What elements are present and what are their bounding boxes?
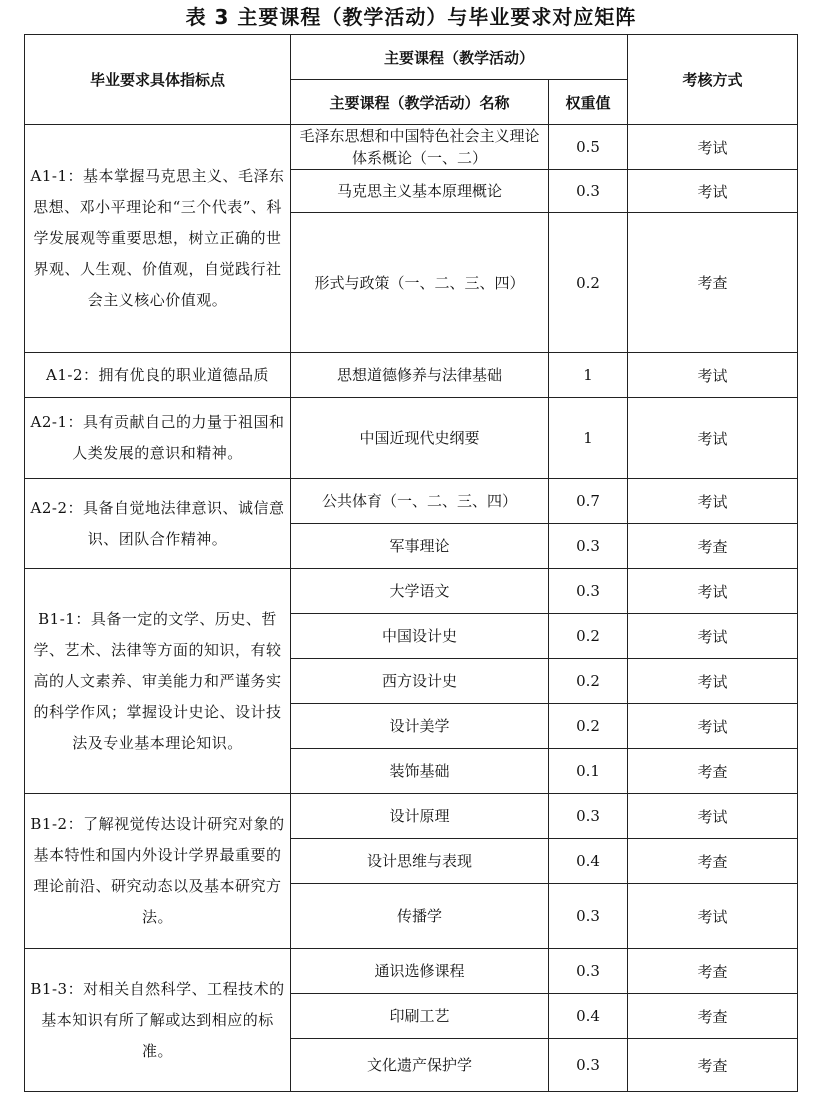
weight-cell: 0.3 [549, 170, 628, 213]
table-row [25, 794, 798, 839]
course-name-cell: 中国近现代史纲要 [291, 398, 549, 479]
assessment-cell: 考试 [628, 170, 798, 213]
table-row [25, 569, 798, 614]
assessment-cell: 考试 [628, 704, 798, 749]
weight-cell: 0.3 [549, 1039, 628, 1092]
assessment-cell: 考查 [628, 839, 798, 884]
course-name-cell: 文化遗产保护学 [291, 1039, 549, 1092]
course-name-cell: 印刷工艺 [291, 994, 549, 1039]
course-name-cell: 设计原理 [291, 794, 549, 839]
course-name-cell: 中国设计史 [291, 614, 549, 659]
assessment-cell: 考试 [628, 398, 798, 479]
weight-cell: 0.2 [549, 614, 628, 659]
assessment-cell: 考查 [628, 213, 798, 353]
requirements-matrix-table [24, 34, 798, 1092]
weight-cell: 0.3 [549, 794, 628, 839]
weight-cell: 0.3 [549, 524, 628, 569]
indicator-cell: A2-1：具有贡献自己的力量于祖国和人类发展的意识和精神。 [25, 398, 291, 479]
table-row [25, 125, 798, 170]
table-title: 表 3 主要课程（教学活动）与毕业要求对应矩阵 [185, 5, 637, 29]
weight-cell: 0.2 [549, 659, 628, 704]
indicator-cell: B1-2：了解视觉传达设计研究对象的基本特性和国内外设计学界最重要的理论前沿、研究动态以及基本研究方法。 [25, 794, 291, 949]
weight-cell: 0.2 [549, 704, 628, 749]
weight-cell: 0.4 [549, 839, 628, 884]
course-name-cell: 思想道德修养与法律基础 [291, 353, 549, 398]
header-course-name: 主要课程（教学活动）名称 [291, 80, 549, 125]
weight-cell: 0.4 [549, 994, 628, 1039]
indicator-cell: A1-2：拥有优良的职业道德品质 [25, 353, 291, 398]
table-row [25, 949, 798, 994]
course-name-cell: 传播学 [291, 884, 549, 949]
course-name-cell: 形式与政策（一、二、三、四） [291, 213, 549, 353]
header-indicator: 毕业要求具体指标点 [25, 35, 291, 125]
assessment-cell: 考试 [628, 659, 798, 704]
course-name-cell: 设计思维与表现 [291, 839, 549, 884]
course-name-cell: 装饰基础 [291, 749, 549, 794]
indicator-cell: A1-1：基本掌握马克思主义、毛泽东思想、邓小平理论和“三个代表”、科学发展观等重要思想，树立正确的世界观、人生观、价值观，自觉践行社会主义核心价值观。 [25, 125, 291, 353]
course-name-cell: 公共体育（一、二、三、四） [291, 479, 549, 524]
weight-cell: 0.2 [549, 213, 628, 353]
assessment-cell: 考试 [628, 569, 798, 614]
weight-cell: 0.5 [549, 125, 628, 170]
weight-cell: 0.3 [549, 569, 628, 614]
assessment-cell: 考试 [628, 479, 798, 524]
assessment-cell: 考试 [628, 614, 798, 659]
indicator-cell: A2-2：具备自觉地法律意识、诚信意识、团队合作精神。 [25, 479, 291, 569]
assessment-cell: 考查 [628, 524, 798, 569]
assessment-cell: 考查 [628, 1039, 798, 1092]
assessment-cell: 考试 [628, 353, 798, 398]
header-courses-group: 主要课程（教学活动） [291, 35, 628, 80]
indicator-cell: B1-1：具备一定的文学、历史、哲学、艺术、法律等方面的知识，有较高的人文素养、审美能力和严谨务实的科学作风；掌握设计史论、设计技法及专业基本理论知识。 [25, 569, 291, 794]
weight-cell: 0.3 [549, 884, 628, 949]
table-row [25, 479, 798, 524]
weight-cell: 1 [549, 353, 628, 398]
assessment-cell: 考试 [628, 884, 798, 949]
course-name-cell: 大学语文 [291, 569, 549, 614]
course-name-cell: 毛泽东思想和中国特色社会主义理论体系概论（一、二） [291, 125, 549, 170]
header-weight: 权重值 [549, 80, 628, 125]
course-name-cell: 马克思主义基本原理概论 [291, 170, 549, 213]
table-row [25, 353, 798, 398]
weight-cell: 0.1 [549, 749, 628, 794]
assessment-cell: 考查 [628, 994, 798, 1039]
indicator-cell: B1-3：对相关自然科学、工程技术的基本知识有所了解或达到相应的标准。 [25, 949, 291, 1092]
header-assessment: 考核方式 [628, 35, 798, 125]
course-name-cell: 通识选修课程 [291, 949, 549, 994]
course-name-cell: 军事理论 [291, 524, 549, 569]
weight-cell: 1 [549, 398, 628, 479]
assessment-cell: 考查 [628, 949, 798, 994]
course-name-cell: 西方设计史 [291, 659, 549, 704]
weight-cell: 0.3 [549, 949, 628, 994]
assessment-cell: 考试 [628, 794, 798, 839]
matrix-body [25, 125, 798, 1092]
assessment-cell: 考试 [628, 125, 798, 170]
course-name-cell: 设计美学 [291, 704, 549, 749]
table-row [25, 398, 798, 479]
assessment-cell: 考查 [628, 749, 798, 794]
weight-cell: 0.7 [549, 479, 628, 524]
